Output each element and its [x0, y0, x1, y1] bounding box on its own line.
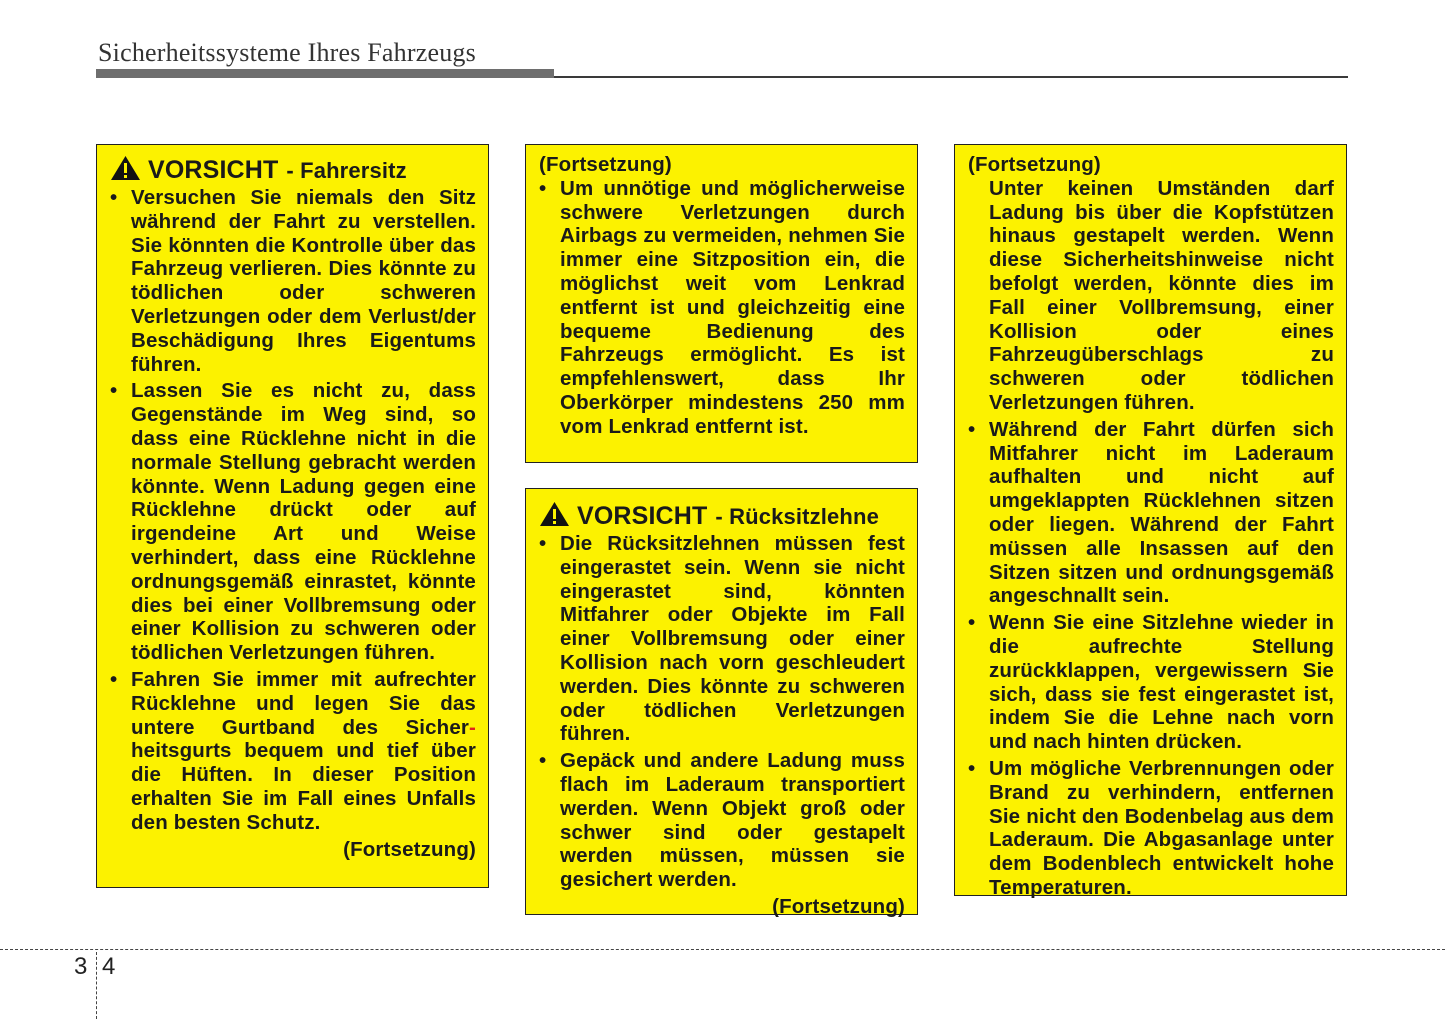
list-item: • Die Rücksitzlehnen müssen fest eingerastet sein. Wenn sie nicht eingerastet sind, könnten Mitfahrer oder Objekte im Fall einer Vollbremsung oder einer Kollision nach vorn geschleudert werden. Dies könnte zu schweren oder tödlichen Verletzungen führen. — [539, 532, 905, 746]
page-number-divider — [96, 952, 97, 1019]
warning-triangle-icon — [539, 501, 570, 527]
list-item — [110, 668, 476, 835]
caution-box-continued-airbag — [525, 144, 918, 463]
header-rule-thin — [554, 76, 1348, 78]
caution-topic: - Rücksitzlehne — [715, 504, 879, 529]
caution-box-rear-seatback — [525, 488, 918, 918]
page-number: 4 — [102, 953, 116, 980]
caution-box-continued-cargo — [954, 144, 1347, 899]
continued-label: (Fortsetzung) — [343, 837, 476, 861]
list-item-text: heitsgurts bequem und tief über die Hüften. In dieser Position erhalten Sie im Fall eines Unfalls den besten Schutz. — [131, 739, 476, 834]
caution-topic: - Fahrersitz — [286, 158, 407, 183]
list-item: • Gepäck und andere Ladung muss flach im Laderaum transportiert werden. Wenn Objekt groß oder schwer sind oder gestapelt werden müssen, müssen sie gesichert werden. — [539, 749, 905, 892]
list-item: • Wenn Sie eine Sitzlehne wieder in die aufrechte Stellung zurückklappen, vergewissern Sie sich, dass sie fest eingerastet ist, indem Sie die Lehne nach vorn und nach hinten drücken. — [968, 611, 1334, 754]
page-header-title: Sicherheitssysteme Ihres Fahrzeugs — [98, 38, 476, 67]
hyphen-mark: - — [469, 715, 476, 739]
header-rule-thick — [96, 69, 554, 78]
continued-label: (Fortsetzung) — [968, 153, 1101, 176]
continued-label: (Fortsetzung) — [539, 153, 672, 176]
list-item-text: Fahren Sie immer mit aufrechter Rücklehne und legen Sie das untere Gurtband des Sicher — [131, 667, 476, 739]
continued-label: (Fortsetzung) — [772, 894, 905, 918]
caution-list — [539, 177, 905, 439]
chapter-number: 3 — [74, 953, 88, 980]
list-item: • Lassen Sie es nicht zu, dass Gegenstände im Weg sind, so dass eine Rücklehne nicht in die normale Stellung gebracht werden könnte. Wenn Ladung gegen eine Rücklehne drückt oder auf irgendeine Art und Weise verhindert, dass eine Rücklehne ordnungsgemäß einrastet, könnte dies bei einer Vollbremsung oder einer Kollision zu schweren oder tödlichen Verletzungen führen. — [110, 379, 476, 665]
list-item: • Um mögliche Verbrennungen oder Brand zu verhindern, entfernen Sie nicht den Bodenbelag aus dem Laderaum. Die Abgasanlage unter dem Bodenblech entwickelt hohe Temperaturen. — [968, 757, 1334, 900]
list-item: • Um unnötige und möglicherweise schwere Verletzungen durch Airbags zu vermeiden, nehmen Sie immer eine Sitzposition ein, die möglichst weit vom Lenkrad entfernt ist und gleichzeitig eine bequeme Bedienung des Fahrzeugs ermöglicht. Es ist empfehlenswert, dass Ihr Oberkörper mindestens 250 mm vom Lenkrad entfernt ist. — [539, 177, 905, 439]
caution-list — [539, 532, 905, 892]
list-item: • Versuchen Sie niemals den Sitz während der Fahrt zu verstellen. Sie könnten die Kontrolle über das Fahrzeug verlieren. Dies könnte zu tödlichen oder schweren Verletzungen oder dem Verlust/der Beschädigung Ihres Eigentums führen. — [110, 186, 476, 376]
list-item: • Während der Fahrt dürfen sich Mitfahrer nicht im Laderaum aufhalten und nicht auf umgeklappten Rücklehnen sitzen oder liegen. Während der Fahrt müssen alle Insassen auf den Sitzen sitzen und ordnungsgemäß angeschnallt sein. — [968, 418, 1334, 608]
footer-divider — [0, 949, 1445, 950]
intro-paragraph: Unter keinen Umständen darf Ladung bis über die Kopfstützen hinaus gestapelt werden. Wenn diese Sicherheitshinweise nicht befolgt werden, könnte dies im Fall einer Vollbremsung, einer Kollision oder eines Fahrzeugüberschlags zu schweren oder tödlichen Verletzungen führen. — [989, 176, 1334, 414]
caution-box-driver-seat — [96, 144, 489, 888]
caution-label: VORSICHT — [577, 502, 708, 530]
caution-title — [110, 157, 476, 183]
caution-label: VORSICHT — [148, 156, 279, 184]
caution-list — [968, 418, 1334, 900]
warning-triangle-icon — [110, 155, 141, 181]
caution-list — [110, 186, 476, 835]
caution-title — [539, 503, 905, 529]
